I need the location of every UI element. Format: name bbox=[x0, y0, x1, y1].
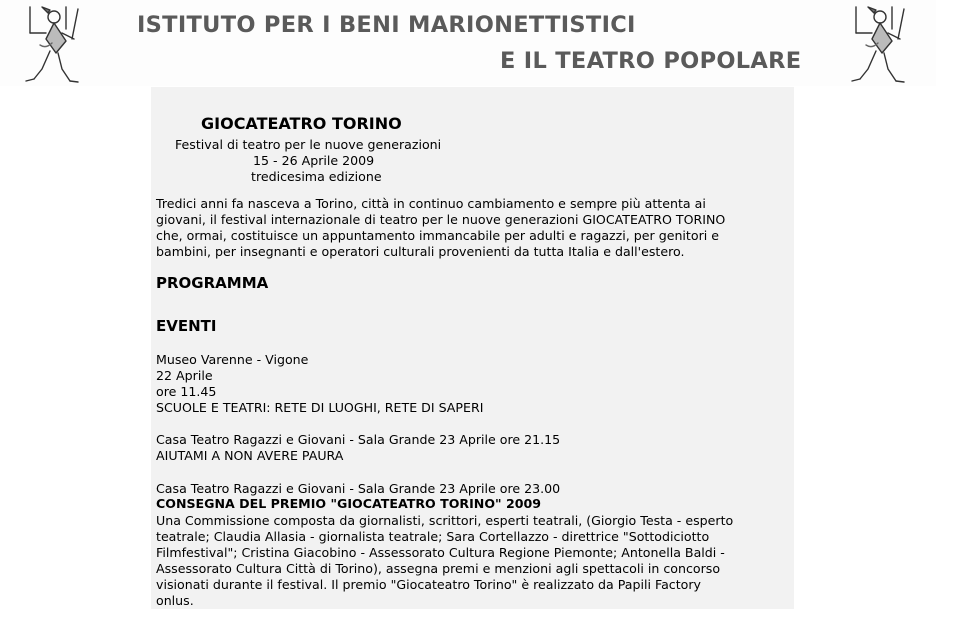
section-eventi: EVENTI bbox=[156, 317, 217, 335]
event-time: ore 11.45 bbox=[156, 384, 217, 399]
event-title: SCUOLE E TEATRI: RETE DI LUOGHI, RETE DI SAPERI bbox=[156, 400, 484, 415]
event-title: CONSEGNA DEL PREMIO "GIOCATEATRO TORINO" 2009 bbox=[156, 496, 542, 511]
event-date: 22 Aprile bbox=[156, 368, 213, 383]
festival-dates: 15 - 26 Aprile 2009 bbox=[253, 153, 375, 168]
intro-line: che, ormai, costituisce un appuntamento immancabile per adulti e ragazzi, per genitori e bbox=[156, 228, 720, 243]
site-title-line-1: ISTITUTO PER I BENI MARIONETTISTICI bbox=[137, 12, 636, 38]
site-title-line-2: E IL TEATRO POPOLARE bbox=[500, 48, 802, 74]
section-programma: PROGRAMMA bbox=[156, 274, 269, 292]
event-title: AIUTAMI A NON AVERE PAURA bbox=[156, 448, 344, 463]
intro-line: giovani, il festival internazionale di teatro per le nuove generazioni GIOCATEATRO TORINO bbox=[156, 212, 726, 227]
festival-name: GIOCATEATRO TORINO bbox=[201, 114, 402, 133]
event-place-datetime: Casa Teatro Ragazzi e Giovani - Sala Grande 23 Aprile ore 21.15 bbox=[156, 432, 561, 447]
event-description-line: onlus. bbox=[156, 593, 194, 608]
event-description-line: Una Commissione composta da giornalisti, scrittori, esperti teatrali, (Giorgio Testa - esperto bbox=[156, 513, 734, 528]
event-place: Museo Varenne - Vigone bbox=[156, 352, 309, 367]
event-place-datetime: Casa Teatro Ragazzi e Giovani - Sala Grande 23 Aprile ore 23.00 bbox=[156, 481, 561, 496]
marionette-icon bbox=[20, 5, 88, 85]
event-description-line: Assessorato Cultura Città di Torino), assegna premi e menzioni agli spettacoli in concorso bbox=[156, 561, 721, 576]
marionette-icon bbox=[846, 5, 914, 85]
event-description-line: visionati durante il festival. Il premio "Giocateatro Torino" è realizzato da Papili Factory bbox=[156, 577, 702, 592]
festival-subtitle: Festival di teatro per le nuove generazioni bbox=[175, 137, 442, 152]
intro-line: bambini, per insegnanti e operatori culturali provenienti da tutta Italia e dall'estero. bbox=[156, 244, 685, 259]
intro-line: Tredici anni fa nasceva a Torino, città in continuo cambiamento e sempre più attenta ai bbox=[156, 196, 706, 211]
festival-edition: tredicesima edizione bbox=[251, 169, 382, 184]
event-description-line: teatrale; Claudia Allasia - giornalista teatrale; Sara Cortellazzo - direttrice "Sottodiciotto bbox=[156, 529, 710, 544]
event-description-line: Filmfestival"; Cristina Giacobino - Assessorato Cultura Regione Piemonte; Antonella Baldi - bbox=[156, 545, 725, 560]
